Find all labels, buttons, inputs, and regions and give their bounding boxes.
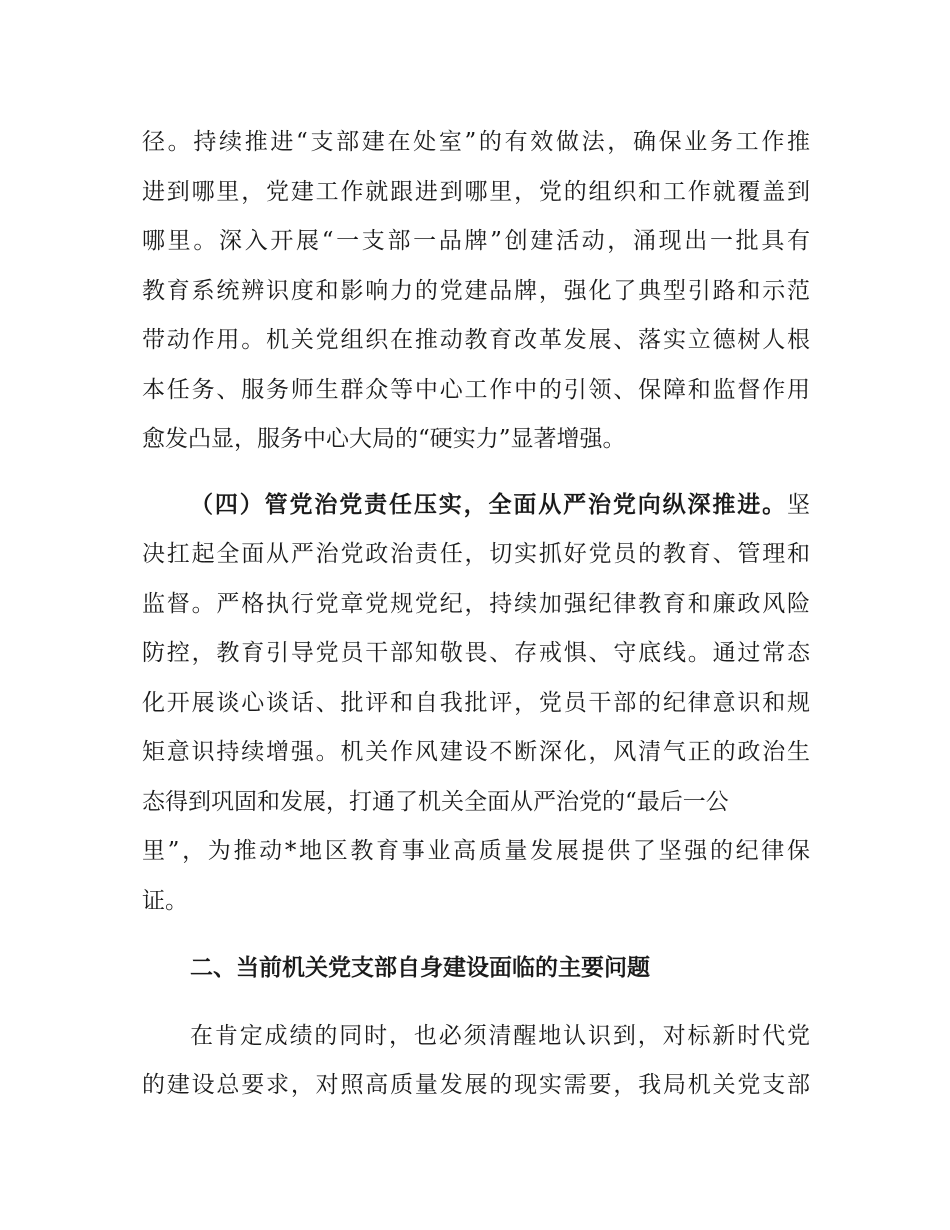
text-run: 坚 xyxy=(787,491,810,518)
text-line: 教育系统辨识度和影响力的党建品牌，强化了典型引路和示范 xyxy=(142,277,810,304)
section-heading: 二、当前机关党支部自身建设面临的主要问题 xyxy=(190,955,650,981)
text-line: 带动作用。机关党组织在推动教育改革发展、落实立德树人根 xyxy=(142,327,810,353)
text-line: 的建设总要求，对照高质量发展的现实需要，我局机关党支部 xyxy=(142,1072,810,1098)
text-line: 进到哪里，党建工作就跟进到哪里，党的组织和工作就覆盖到 xyxy=(142,178,810,205)
text-line: 证。 xyxy=(142,887,188,914)
text-line: 监督。严格执行党章党规党纪，持续加强纪律教育和廉政风险 xyxy=(142,590,810,617)
text-line-with-heading xyxy=(142,481,810,531)
text-line: 防控，教育引导党员干部知敬畏、存戒惧、守底线。通过常态 xyxy=(142,640,810,666)
paragraph-problems-intro xyxy=(142,1012,810,1111)
paragraph-achievements-4 xyxy=(142,481,810,927)
document-page xyxy=(142,118,810,1111)
text-line: 态得到巩固和发展，打通了机关全面从严治党的“最后一公 xyxy=(142,788,729,815)
text-line: 本任务、服务师生群众等中心工作中的引领、保障和监督作用 xyxy=(142,376,810,403)
paragraph-heading: （四）管党治党责任压实，全面从严治党向纵深推进。 xyxy=(190,491,787,518)
text-line: 化开展谈心谈话、批评和自我批评，党员干部的纪律意识和规 xyxy=(142,689,810,716)
text-line: 里”，为推动*地区教育事业高质量发展提供了坚强的纪律保 xyxy=(142,838,810,864)
text-line: 愈发凸显，服务中心大局的“硬实力”显著增强。 xyxy=(142,426,626,452)
text-line: 哪里。深入开展“一支部一品牌”创建活动，涌现出一批具有 xyxy=(142,228,810,254)
text-line: 决扛起全面从严治党政治责任，切实抓好党员的教育、管理和 xyxy=(142,541,810,567)
text-line: 矩意识持续增强。机关作风建设不断深化，风清气正的政治生 xyxy=(142,739,810,765)
text-line: 径。持续推进“支部建在处室”的有效做法，确保业务工作推 xyxy=(142,129,810,155)
paragraph-achievements-3 xyxy=(142,118,810,465)
text-line: 在肯定成绩的同时，也必须清醒地认识到，对标新时代党 xyxy=(190,1022,810,1049)
